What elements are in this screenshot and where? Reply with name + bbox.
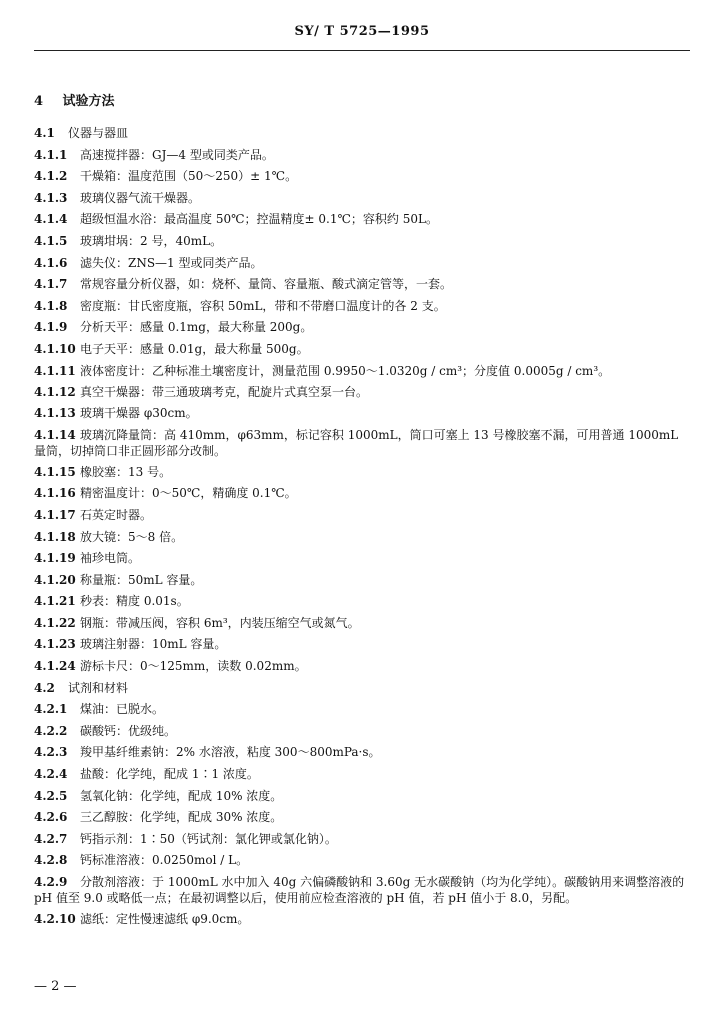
clause-number: 4.1.8: [34, 298, 68, 313]
section-number: 4: [34, 94, 44, 109]
clause-line: [34, 190, 690, 212]
clause-line: [34, 615, 690, 637]
clause-number: 4.1.4: [34, 212, 68, 227]
clause-line: [34, 593, 690, 615]
clause-number: 4.1.21: [34, 594, 76, 609]
clause-number: 4.1.22: [34, 615, 76, 630]
clause-line: [34, 831, 690, 853]
clause-number: 4.2.2: [34, 723, 68, 738]
clause-line: [34, 766, 690, 788]
clause-text: 石英定时器。: [80, 507, 153, 522]
clause-number: 4.1.19: [34, 551, 76, 566]
clause-text: 袖珍电筒。: [80, 551, 141, 566]
clause-line: [34, 211, 690, 233]
clause-line: [34, 852, 690, 874]
clause-line: [34, 427, 690, 459]
clause-text: 氢氧化钠：化学纯，配成 10% 浓度。: [80, 788, 283, 803]
clause-number: 4.2.7: [34, 831, 68, 846]
clause-list: [34, 125, 690, 933]
clause-line: [34, 485, 690, 507]
clause-line: [34, 874, 690, 906]
clause-text: 精密温度计：0～50℃，精确度 0.1℃。: [80, 486, 297, 501]
clause-text: 仪器与器皿: [68, 126, 129, 140]
clause-number: 4.1.18: [34, 529, 76, 544]
clause-number: 4.2.8: [34, 853, 68, 868]
clause-text: 称量瓶：50mL 容量。: [80, 572, 203, 587]
clause-text: 玻璃干燥器 φ30cm。: [80, 406, 198, 421]
clause-text: 分散剂溶液：于 1000mL 水中加入 40g 六偏磷酸钠和 3.60g 无水碳酸钠（均为化学纯）。碳酸钠用来调整溶液的 pH 值至 9.0 或略低一点；在最初调整以后，使用前应检查溶液的 pH 值，若 pH 值小于 8.0，另配。: [34, 875, 685, 905]
clause-number: 4.1: [34, 126, 55, 140]
clause-line: [34, 658, 690, 680]
clause-number: 4.1.20: [34, 572, 76, 587]
clause-line: [34, 464, 690, 486]
clause-line: [34, 723, 690, 745]
clause-number: 4.1.11: [34, 363, 76, 378]
clause-number: 4.2.6: [34, 810, 68, 825]
clause-line: [34, 384, 690, 406]
clause-text: 三乙醇胺：化学纯，配成 30% 浓度。: [80, 810, 283, 825]
clause-line: [34, 788, 690, 810]
clause-line: [34, 255, 690, 277]
clause-line: [34, 744, 690, 766]
clause-text: 分析天平：感量 0.1mg，最大称量 200g。: [80, 320, 313, 335]
clause-number: 4.1.9: [34, 320, 68, 335]
clause-number: 4.1.24: [34, 659, 76, 674]
clause-text: 游标卡尺：0～125mm，读数 0.02mm。: [80, 659, 307, 674]
clause-text: 玻璃仪器气流干燥器。: [80, 190, 201, 205]
clause-line: [34, 701, 690, 723]
clause-line: [34, 529, 690, 551]
clause-text: 钙标准溶液：0.0250mol / L。: [80, 853, 249, 868]
document-header: SY/ T 5725—1995: [294, 24, 430, 39]
clause-number: 4.1.12: [34, 384, 76, 399]
header-rule: [34, 50, 690, 51]
clause-line: [34, 809, 690, 831]
clause-text: 密度瓶：甘氏密度瓶，容积 50mL，带和不带磨口温度计的各 2 支。: [80, 298, 446, 313]
clause-text: 盐酸：化学纯，配成 1∶1 浓度。: [80, 767, 259, 782]
clause-number: 4.1.16: [34, 486, 76, 501]
clause-line: [34, 168, 690, 190]
clause-line: [34, 911, 690, 933]
clause-line: [34, 341, 690, 363]
clause-number: 4.1.2: [34, 169, 68, 184]
clause-number: 4.1.3: [34, 190, 68, 205]
clause-text: 钢瓶：带减压阀，容积 6m³，内装压缩空气或氮气。: [80, 615, 360, 630]
clause-number: 4.2.10: [34, 912, 76, 926]
clause-text: 玻璃坩埚：2 号，40mL。: [80, 233, 223, 248]
clause-text: 超级恒温水浴：最高温度 50℃；控温精度± 0.1℃；容积约 50L。: [80, 212, 438, 227]
clause-text: 常规容量分析仪器，如：烧杯、量筒、容量瓶、酸式滴定管等，一套。: [80, 277, 453, 292]
section-heading: [34, 90, 690, 109]
clause-text: 滤失仪：ZNS—1 型或同类产品。: [80, 255, 263, 270]
clause-text: 干燥箱：温度范围（50～250）± 1℃。: [80, 169, 298, 184]
page-number: — 2 —: [34, 979, 77, 994]
clause-line: [34, 125, 690, 147]
clause-number: 4.1.6: [34, 255, 68, 270]
clause-number: 4.1.10: [34, 341, 76, 356]
clause-line: [34, 233, 690, 255]
clause-line: [34, 636, 690, 658]
clause-text: 玻璃注射器：10mL 容量。: [80, 637, 227, 652]
clause-number: 4.2.9: [34, 875, 68, 889]
clause-number: 4.2.3: [34, 745, 68, 760]
clause-line: [34, 147, 690, 169]
clause-text: 羧甲基纤维素钠：2% 水溶液，粘度 300～800mPa·s。: [80, 745, 381, 760]
clause-line: [34, 507, 690, 529]
clause-number: 4.1.15: [34, 464, 76, 479]
clause-number: 4.1.23: [34, 637, 76, 652]
clause-line: [34, 298, 690, 320]
clause-number: 4.1.5: [34, 233, 68, 248]
clause-line: [34, 572, 690, 594]
clause-text: 秒表：精度 0.01s。: [80, 594, 189, 609]
clause-line: [34, 405, 690, 427]
section-title: 试验方法: [62, 94, 115, 109]
clause-line: [34, 276, 690, 298]
clause-number: 4.1.1: [34, 147, 68, 162]
clause-text: 滤纸：定性慢速滤纸 φ9.0cm。: [80, 912, 250, 926]
clause-text: 液体密度计：乙种标准土壤密度计，测量范围 0.9950～1.0320g / cm³；分度值 0.0005g / cm³。: [80, 363, 611, 378]
clause-text: 玻璃沉降量筒：高 410mm，φ63mm，标记容积 1000mL，筒口可塞上 13 号橡胶塞不漏，可用普通 1000mL 量筒，切掉筒口非正圆形部分改制。: [34, 427, 679, 458]
clause-text: 试剂和材料: [68, 680, 129, 695]
clause-text: 高速搅拌器：GJ—4 型或同类产品。: [80, 147, 274, 162]
clause-text: 电子天平：感量 0.01g，最大称量 500g。: [80, 341, 309, 356]
clause-number: 4.1.13: [34, 406, 76, 421]
clause-text: 碳酸钙：优级纯。: [80, 723, 177, 738]
clause-text: 煤油：已脱水。: [80, 702, 165, 717]
document-body: [34, 90, 690, 933]
clause-number: 4.2.5: [34, 788, 68, 803]
clause-number: 4.1.14: [34, 427, 76, 442]
clause-number: 4.1.17: [34, 507, 76, 522]
clause-line: [34, 550, 690, 572]
clause-text: 橡胶塞：13 号。: [80, 464, 172, 479]
clause-number: 4.2.4: [34, 767, 68, 782]
clause-text: 真空干燥器：带三通玻璃考克，配旋片式真空泵一台。: [80, 384, 369, 399]
clause-line: [34, 319, 690, 341]
clause-number: 4.2: [34, 680, 55, 695]
clause-number: 4.1.7: [34, 277, 68, 292]
clause-text: 放大镜：5～8 倍。: [80, 529, 184, 544]
clause-number: 4.2.1: [34, 702, 68, 717]
clause-line: [34, 363, 690, 379]
clause-line: [34, 680, 690, 702]
clause-text: 钙指示剂：1∶50（钙试剂：氯化钾或氯化钠）。: [80, 831, 337, 846]
